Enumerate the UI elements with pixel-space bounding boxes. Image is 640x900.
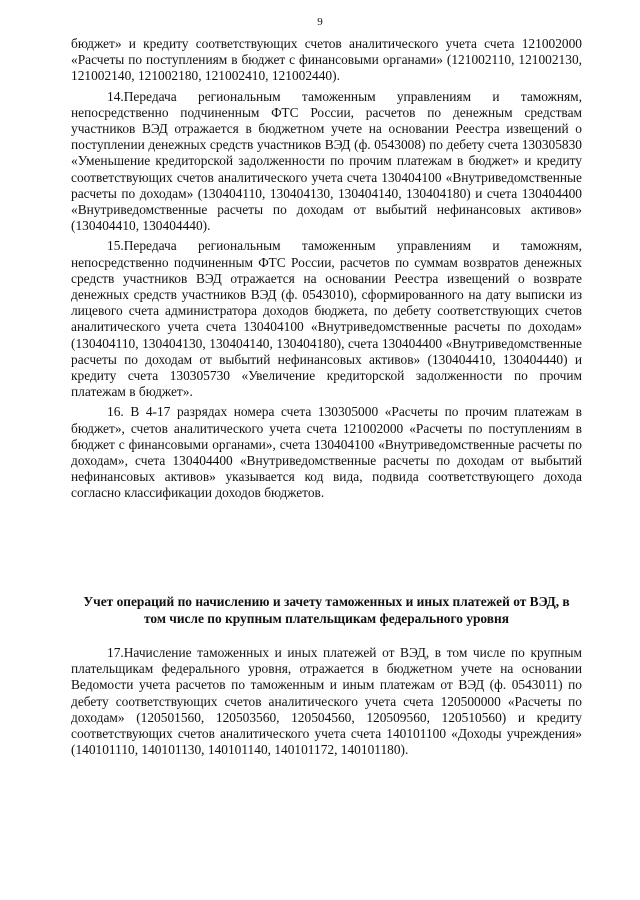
paragraph-15: 15.Передача региональным таможенным управлениям и таможням, непосредственно подчиненным ФТС России, расчетов по суммам возвратов денежных средств участников ВЭД отражается на основании Реестра извещений о возврате денежных средств участников ВЭД (ф. 0543010), сформированного на дату выписки из лицевого счета администратора доходов бюджета, по дебету соответствующих счетов аналитического учета счета 130404100 «Внутриведомственные расчеты по доходам» (130404110, 130404130, 130404140, 130404180), счета 130404400 «Внутриведомственные расчеты по доходам от выбытий нефинансовых активов» (130404410, 130404440) и кредиту счета 130305730 «Увеличение кредиторской задолженности по прочим платежам в бюджет». (71, 238, 582, 400)
paragraph-17: 17.Начисление таможенных и иных платежей от ВЭД, в том числе по крупным плательщикам федерального уровня, отражается в бюджетном учете на основании Ведомости учета расчетов по таможенным и иным платежам от ВЭД (ф. 0543011) по дебету соответствующих счетов аналитического учета счета 120500000 «Расчеты по доходам» (120501560, 120503560, 120504560, 120509560, 120510560) и кредиту соответствующих счетов аналитического учета счета 140101100 «Доходы учреждения» (140101110, 140101130, 140101140, 140101172, 140101180). (71, 645, 582, 758)
paragraph-16: 16. В 4-17 разрядах номера счета 130305000 «Расчеты по прочим платежам в бюджет», счетов аналитического учета счета 121002000 «Расчеты по поступлениям в бюджет с финансовыми органами», счета 130404100 «Внутриведомственные расчеты по доходам», счета 130404400 «Внутриведомственные расчеты по доходам от выбытий нефинансовых активов» указывается код вида, подвида соответствующего дохода согласно классификации доходов бюджетов. (71, 404, 582, 501)
text-block-top (71, 36, 582, 506)
paragraph-continuation: бюджет» и кредиту соответствующих счетов аналитического учета счета 121002000 «Расчеты по поступлениям в бюджет с финансовыми органами» (121002110, 121002130, 121002140, 121002180, 121002410, 121002440). (71, 36, 582, 84)
text-block-bottom (71, 645, 582, 762)
section-heading: Учет операций по начислению и зачету таможенных и иных платежей от ВЭД, в том числе по крупным плательщикам федерального уровня (83, 594, 570, 626)
paragraph-14: 14.Передача региональным таможенным управлениям и таможням, непосредственно подчиненным ФТС России, расчетов по денежным средствам участников ВЭД отражается в бюджетном учете на основании Реестра извещений о поступлении денежных средств участников ВЭД (ф. 0543008) по дебету счета 130305830 «Уменьшение кредиторской задолженности по прочим платежам в бюджет» и кредиту соответствующих счетов аналитического учета счета 130404100 «Внутриведомственные расчеты по доходам» (130404110, 130404130, 130404140, 130404180) и счета 130404400 «Внутриведомственные расчеты по доходам от выбытий нефинансовых активов» (130404410, 130404440). (71, 88, 582, 234)
page-number: 9 (317, 16, 323, 28)
